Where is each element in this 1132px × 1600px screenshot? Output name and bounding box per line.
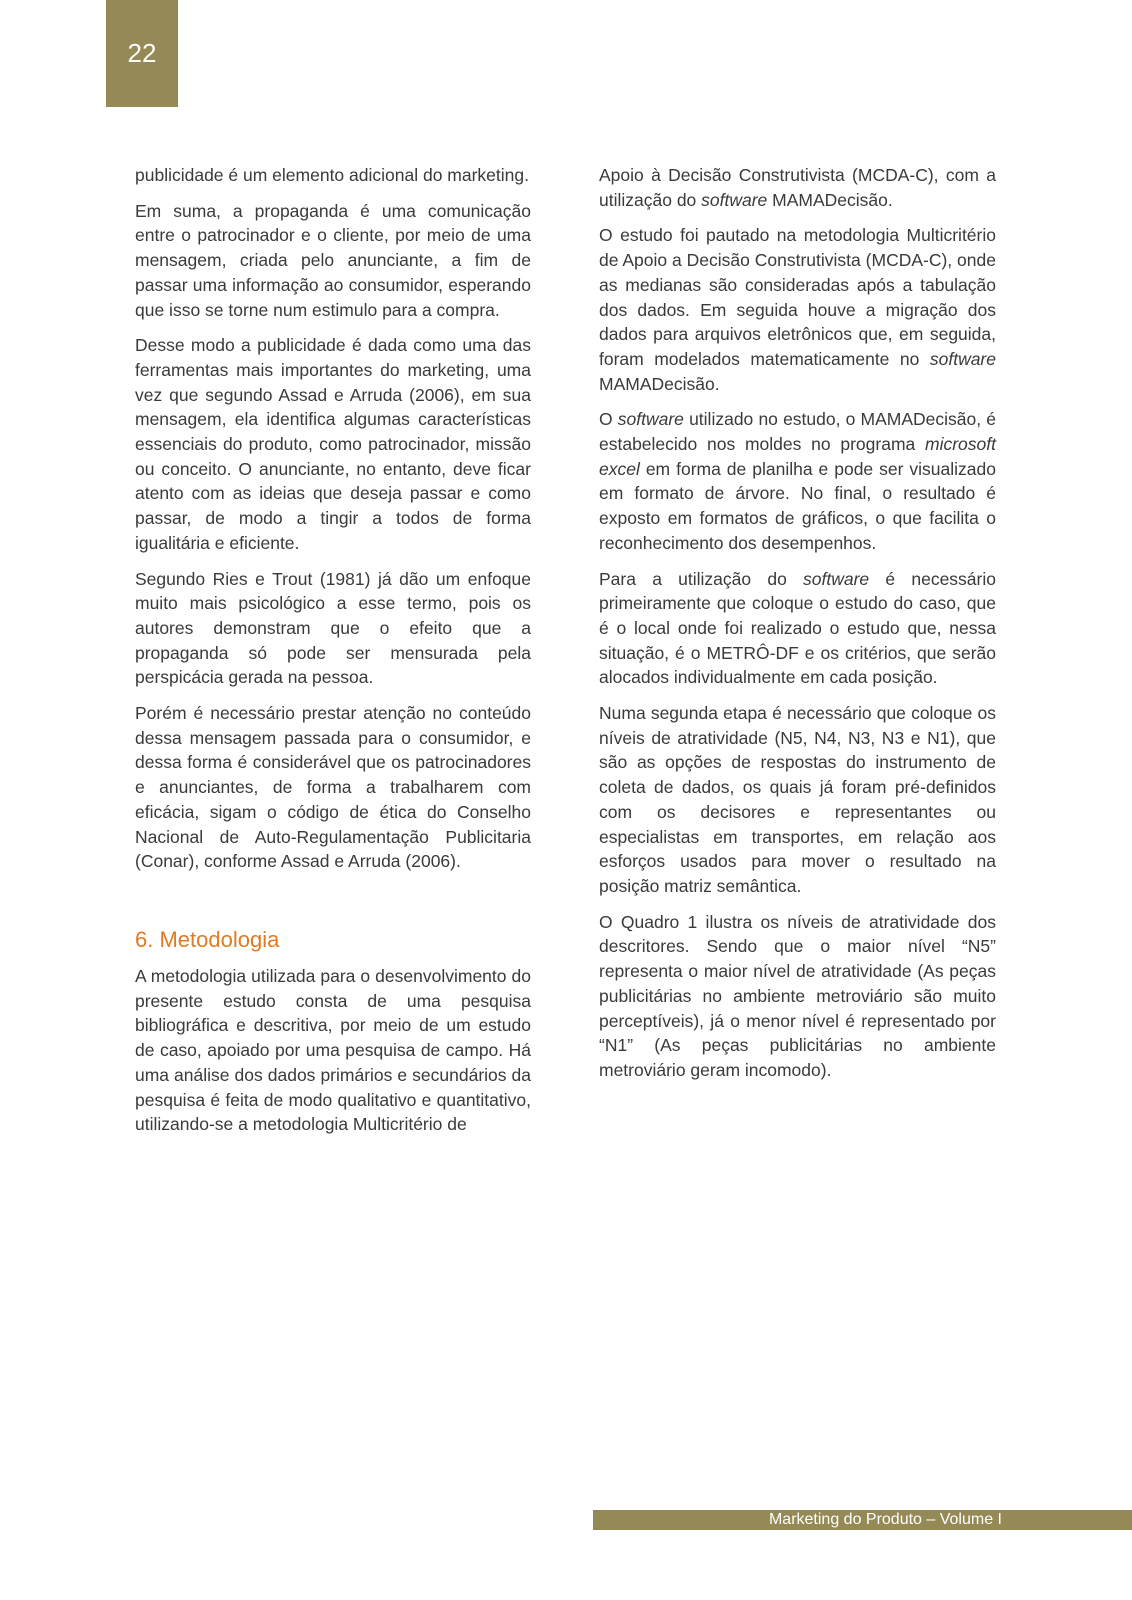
- paragraph: O software utilizado no estudo, o MAMADecisão, é estabelecido nos moldes no programa microsoft excel em forma de planilha e pode ser visualizado em formato de árvore. No final, o resultado é exposto em formatos de gráficos, o que facilita o reconhecimento dos desempenhos.: [599, 409, 996, 553]
- page-number: 22: [127, 38, 157, 68]
- emphasis: microsoft excel: [599, 434, 996, 479]
- paragraph: Numa segunda etapa é necessário que coloque os níveis de atratividade (N5, N4, N3, N3 e N1), que são as opções de respostas do instrumento de coleta de dados, os quais já foram pré-definidos com os decisores e representantes ou especialistas em transportes, em relação aos esforços usados para mover o resultado na posição matriz semântica.: [599, 703, 996, 896]
- paragraph: Desse modo a publicidade é dada como uma das ferramentas mais importantes do marketing, uma vez que segundo Assad e Arruda (2006), em sua mensagem, ela identifica algumas características essenciais do produto, como patrocinador, missão ou conceito. O anunciante, no entanto, deve ficar atento com as ideias que deseja passar e como passar, de modo a tingir a todos de forma igualitária e eficiente.: [135, 335, 531, 553]
- page-number-tab: [106, 0, 178, 107]
- paragraph: A metodologia utilizada para o desenvolvimento do presente estudo consta de uma pesquisa bibliográfica e descritiva, por meio de um estudo de caso, apoiado por uma pesquisa de campo. Há uma análise dos dados primários e secundários da pesquisa é feita de modo qualitativo e quantitativo, utilizando-se a metodologia Multicritério de: [135, 965, 531, 1135]
- left-column: [135, 163, 531, 1148]
- footer-bar: [593, 1510, 1132, 1530]
- paragraph: Para a utilização do software é necessário primeiramente que coloque o estudo do caso, que é o local onde foi realizado o estudo que, nessa situação, é o METRÔ-DF e os critérios, que serão alocados individualmente em cada posição.: [599, 568, 996, 688]
- paragraph: Segundo Ries e Trout (1981) já dão um enfoque muito mais psicológico a esse termo, pois os autores demonstram que o efeito que a propaganda só pode ser mensurada pela perspicácia gerada na pessoa.: [135, 568, 531, 688]
- paragraph: Porém é necessário prestar atenção no conteúdo dessa mensagem passada para o consumidor, e dessa forma é considerável que os patrocinadores e anunciantes, de forma a trabalharem com eficácia, sigam o código de ética do Conselho Nacional de Auto-Regulamentação Publicitaria (Conar), conforme Assad e Arruda (2006).: [135, 703, 531, 872]
- emphasis: software: [929, 348, 996, 369]
- right-column: [599, 163, 996, 1094]
- paragraph: O estudo foi pautado na metodologia Multicritério de Apoio a Decisão Construtivista (MCDA-C), onde as medianas são consideradas após a tabulação dos dados. Em seguida houve a migração dos dados para arquivos eletrônicos que, em seguida, foram modelados matematicamente no software MAMADecisão.: [599, 225, 996, 394]
- paragraph: publicidade é um elemento adicional do marketing.: [135, 165, 529, 185]
- paragraph: Apoio à Decisão Construtivista (MCDA-C), com a utilização do software MAMADecisão.: [599, 165, 996, 210]
- footer-title: Marketing do Produto – Volume I: [768, 1511, 1002, 1528]
- section-heading: 6. Metodologia: [135, 926, 280, 952]
- emphasis: software: [701, 189, 768, 210]
- emphasis: software: [617, 409, 684, 430]
- paragraph: O Quadro 1 ilustra os níveis de atratividade dos descritores. Sendo que o maior nível “N5” representa o maior nível de atratividade (As peças publicitárias no ambiente metroviário são muito perceptíveis), já o menor nível é representado por “N1” (As peças publicitárias no ambiente metroviário geram incomodo).: [599, 911, 996, 1080]
- paragraph: Em suma, a propaganda é uma comunicação entre o patrocinador e o cliente, por meio de uma mensagem, criada pelo anunciante, a fim de passar uma informação ao consumidor, esperando que isso se torne num estimulo para a compra.: [135, 200, 531, 320]
- emphasis: software: [803, 568, 870, 589]
